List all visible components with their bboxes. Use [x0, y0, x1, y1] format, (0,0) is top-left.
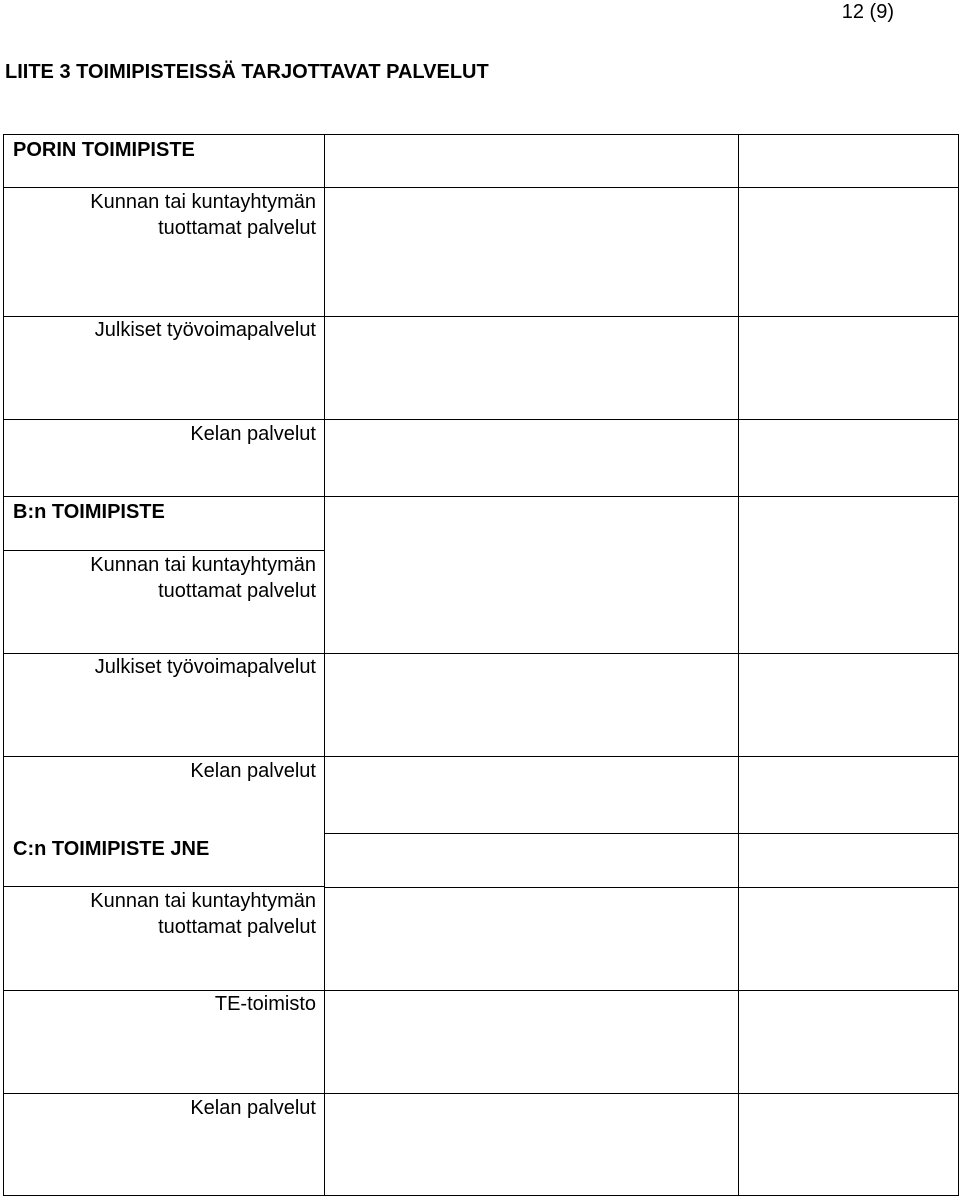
- table-border-top: [3, 134, 959, 135]
- row-divider: [3, 886, 325, 887]
- row-divider: [324, 187, 959, 188]
- section-header-b: B:n TOIMIPISTE: [13, 501, 165, 523]
- row-label-municipal-services: [90, 552, 316, 604]
- row-label-te-office: TE-toimisto: [214, 993, 316, 1015]
- table-border-bottom: [3, 1195, 959, 1196]
- row-divider: [3, 550, 325, 551]
- row-divider: [3, 187, 325, 188]
- row-divider: [3, 1093, 959, 1094]
- row-label-kela-services: Kelan palvelut: [190, 423, 316, 445]
- page-number: 12 (9): [841, 1, 894, 23]
- row-divider: [324, 833, 959, 834]
- row-divider: [3, 419, 959, 420]
- row-label-line: tuottamat palvelut: [158, 580, 316, 602]
- table-border-left: [3, 134, 4, 1196]
- row-divider: [3, 990, 959, 991]
- row-label-line: tuottamat palvelut: [158, 217, 316, 239]
- appendix-title: LIITE 3 TOIMIPISTEISSÄ TARJOTTAVAT PALVELUT: [5, 61, 489, 83]
- column-divider-2: [738, 134, 739, 1196]
- row-divider: [324, 887, 959, 888]
- table-border-right: [958, 134, 959, 1196]
- column-divider-1: [324, 134, 325, 1196]
- row-label-municipal-services: [90, 888, 316, 940]
- row-label-line: Kunnan tai kuntayhtymän: [90, 191, 316, 213]
- row-label-line: Kunnan tai kuntayhtymän: [90, 890, 316, 912]
- row-label-municipal-services: [90, 189, 316, 241]
- row-label-kela-services: Kelan palvelut: [190, 1097, 316, 1119]
- row-divider: [3, 756, 959, 757]
- row-label-public-employment-services: Julkiset työvoimapalvelut: [94, 319, 316, 341]
- row-label-line: tuottamat palvelut: [158, 916, 316, 938]
- section-header-pori: PORIN TOIMIPISTE: [13, 139, 195, 161]
- row-divider: [3, 496, 959, 497]
- row-label-line: Kunnan tai kuntayhtymän: [90, 554, 316, 576]
- row-label-public-employment-services: Julkiset työvoimapalvelut: [94, 656, 316, 678]
- services-table: [3, 134, 959, 1196]
- section-header-c: C:n TOIMIPISTE JNE: [13, 838, 210, 860]
- row-label-kela-services: Kelan palvelut: [190, 760, 316, 782]
